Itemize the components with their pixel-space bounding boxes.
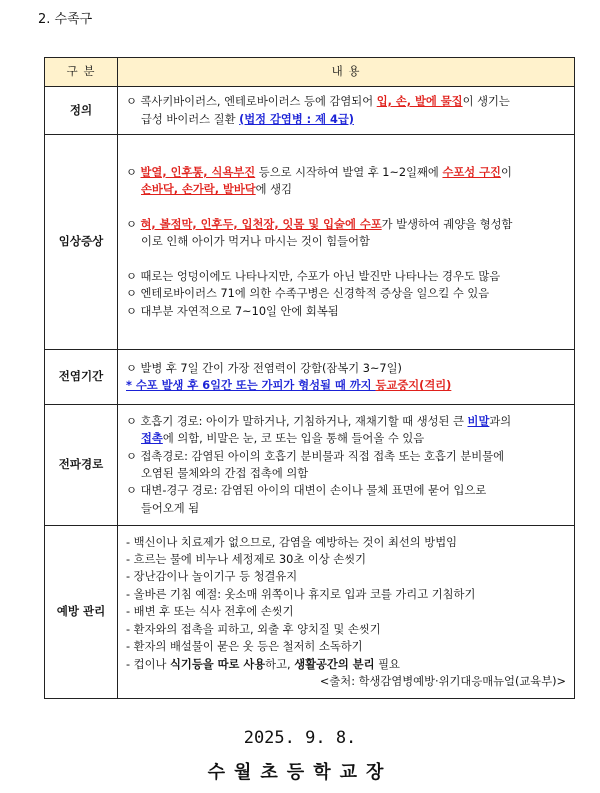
text-line <box>126 430 568 447</box>
text: 에 생김 <box>255 183 293 197</box>
text-line: ㅇ 엔테로바이러스 71에 의한 수족구병은 신경학적 증상을 일으킬 수 있음 <box>126 287 490 301</box>
text: 급성 바이러스 질환 <box>141 112 240 126</box>
text-line: 들어오게 됨 <box>141 501 200 515</box>
content-definition <box>118 87 575 135</box>
text-line <box>126 413 568 430</box>
label-definition: 정의 <box>45 87 118 135</box>
list-item: - 환자의 배설물이 묻은 옷 등은 철저히 소독하기 <box>126 640 363 654</box>
list-item: - 백신이나 치료제가 없으므로, 감염을 예방하는 것이 최선의 방법임 <box>126 535 458 549</box>
text: 하고, <box>265 657 295 671</box>
text: 필요 <box>374 657 400 671</box>
highlight-text: 혀, 볼점막, 인후두, 입천장, 잇몸 및 입술에 수포 <box>140 217 382 231</box>
text: 등으로 시작하여 발열 후 1~2일째에 <box>255 166 443 180</box>
text-line <box>126 377 568 394</box>
highlight-text: 발열, 인후통, 식욕부진 <box>140 166 256 180</box>
row-definition <box>45 87 575 135</box>
table-header-row <box>45 58 575 87</box>
text-line: ㅇ 대변-경구 경로: 감염된 아이의 대변이 손이나 물체 표면에 묻어 입으로 <box>126 484 487 498</box>
text-line: ㅇ 접촉경로: 감염된 아이의 호흡기 분비물과 직접 접촉 또는 호흡기 분비물에 <box>126 449 505 463</box>
text: 이 생기는 <box>462 95 510 109</box>
highlight-text: 입, 손, 발에 물집 <box>376 95 463 109</box>
section-title: 2. 수족구 <box>38 12 93 27</box>
label-symptoms: 임상증상 <box>45 135 118 350</box>
label-transmission: 전파경로 <box>45 405 118 526</box>
info-table <box>44 57 575 699</box>
row-transmission <box>45 405 575 526</box>
list-item: - 환자와의 접촉을 피하고, 외출 후 양치질 및 손씻기 <box>126 622 381 636</box>
text: ㅇ 콕사키바이러스, 엔테로바이러스 등에 감염되어 <box>126 95 377 109</box>
highlight-text: 손바닥, 손가락, 발바닥 <box>141 183 256 197</box>
content-prevention <box>118 526 575 699</box>
text-line <box>126 111 568 128</box>
list-item: - 흐르는 물에 비누나 세정제로 30초 이상 손씻기 <box>126 553 367 567</box>
header-content: 내 용 <box>118 58 575 87</box>
label-prevention: 예방 관리 <box>45 526 118 699</box>
highlight-text: 비말 <box>467 414 490 428</box>
text: ㅇ <box>126 217 141 231</box>
highlight-text: 접촉 <box>141 432 163 446</box>
list-item <box>126 656 568 673</box>
text: 가 발생하여 궤양을 형성함 <box>381 217 513 231</box>
list-item: - 장난감이나 놀이기구 등 청결유지 <box>126 570 298 584</box>
content-symptoms <box>118 135 575 350</box>
list-item: - 올바른 기침 예절: 옷소매 위쪽이나 휴지로 입과 코를 가리고 기침하기 <box>126 587 476 601</box>
content-transmission <box>118 405 575 526</box>
highlight-text: 수포성 구진 <box>442 166 501 180</box>
legal-category: (법정 감염병 : 제 4급) <box>239 112 354 126</box>
text-line: ㅇ 발병 후 7일 간이 가장 전염력이 강함(잠복기 3~7일) <box>126 361 402 375</box>
text-line: ㅇ 때로는 엉덩이에도 나타나지만, 수포가 아닌 발진만 나타나는 경우도 많음 <box>126 269 501 283</box>
text-line: ㅇ 대부분 자연적으로 7~10일 안에 회복됨 <box>126 304 339 318</box>
row-contagion <box>45 350 575 405</box>
text: 에 의함, 비말은 눈, 코 또는 입을 통해 들어올 수 있음 <box>162 432 425 446</box>
text-line <box>126 164 568 181</box>
text: ㅇ <box>126 166 141 180</box>
bold-text: 식기등을 따로 사용 <box>170 657 266 671</box>
text: 이 <box>500 166 512 180</box>
text: 과의 <box>489 414 512 428</box>
text: ㅇ 호흡기 경로: 아이가 말하거나, 기침하거나, 재채기할 때 생성된 큰 <box>126 414 468 428</box>
list-item: - 배변 후 또는 식사 전후에 손씻기 <box>126 605 294 619</box>
text-line <box>126 181 568 198</box>
header-category: 구 분 <box>45 58 118 87</box>
school-suspension: 등교중지(격리) <box>375 379 452 392</box>
document-date: 2025. 9. 8. <box>243 728 357 748</box>
label-contagion: 전염기간 <box>45 350 118 405</box>
row-symptoms <box>45 135 575 350</box>
text-line <box>126 216 568 233</box>
row-prevention <box>45 526 575 699</box>
content-contagion <box>118 350 575 405</box>
bold-text: 생활공간의 분리 <box>294 657 375 671</box>
school-signature: 수월초등학교장 <box>207 762 393 783</box>
text-line: 이로 인해 아이가 먹거나 마시는 것이 힘들어함 <box>141 235 370 249</box>
highlight-text: * 수포 발생 후 6일간 또는 가피가 형성될 때 까지 <box>126 379 376 392</box>
source-citation: <출처: 학생감염병예방·위기대응매뉴얼(교육부)> <box>319 674 566 688</box>
text: - 컵이나 <box>126 657 170 671</box>
text-line: 오염된 물체와의 간접 접촉에 의함 <box>141 467 309 480</box>
text-line <box>126 93 568 110</box>
